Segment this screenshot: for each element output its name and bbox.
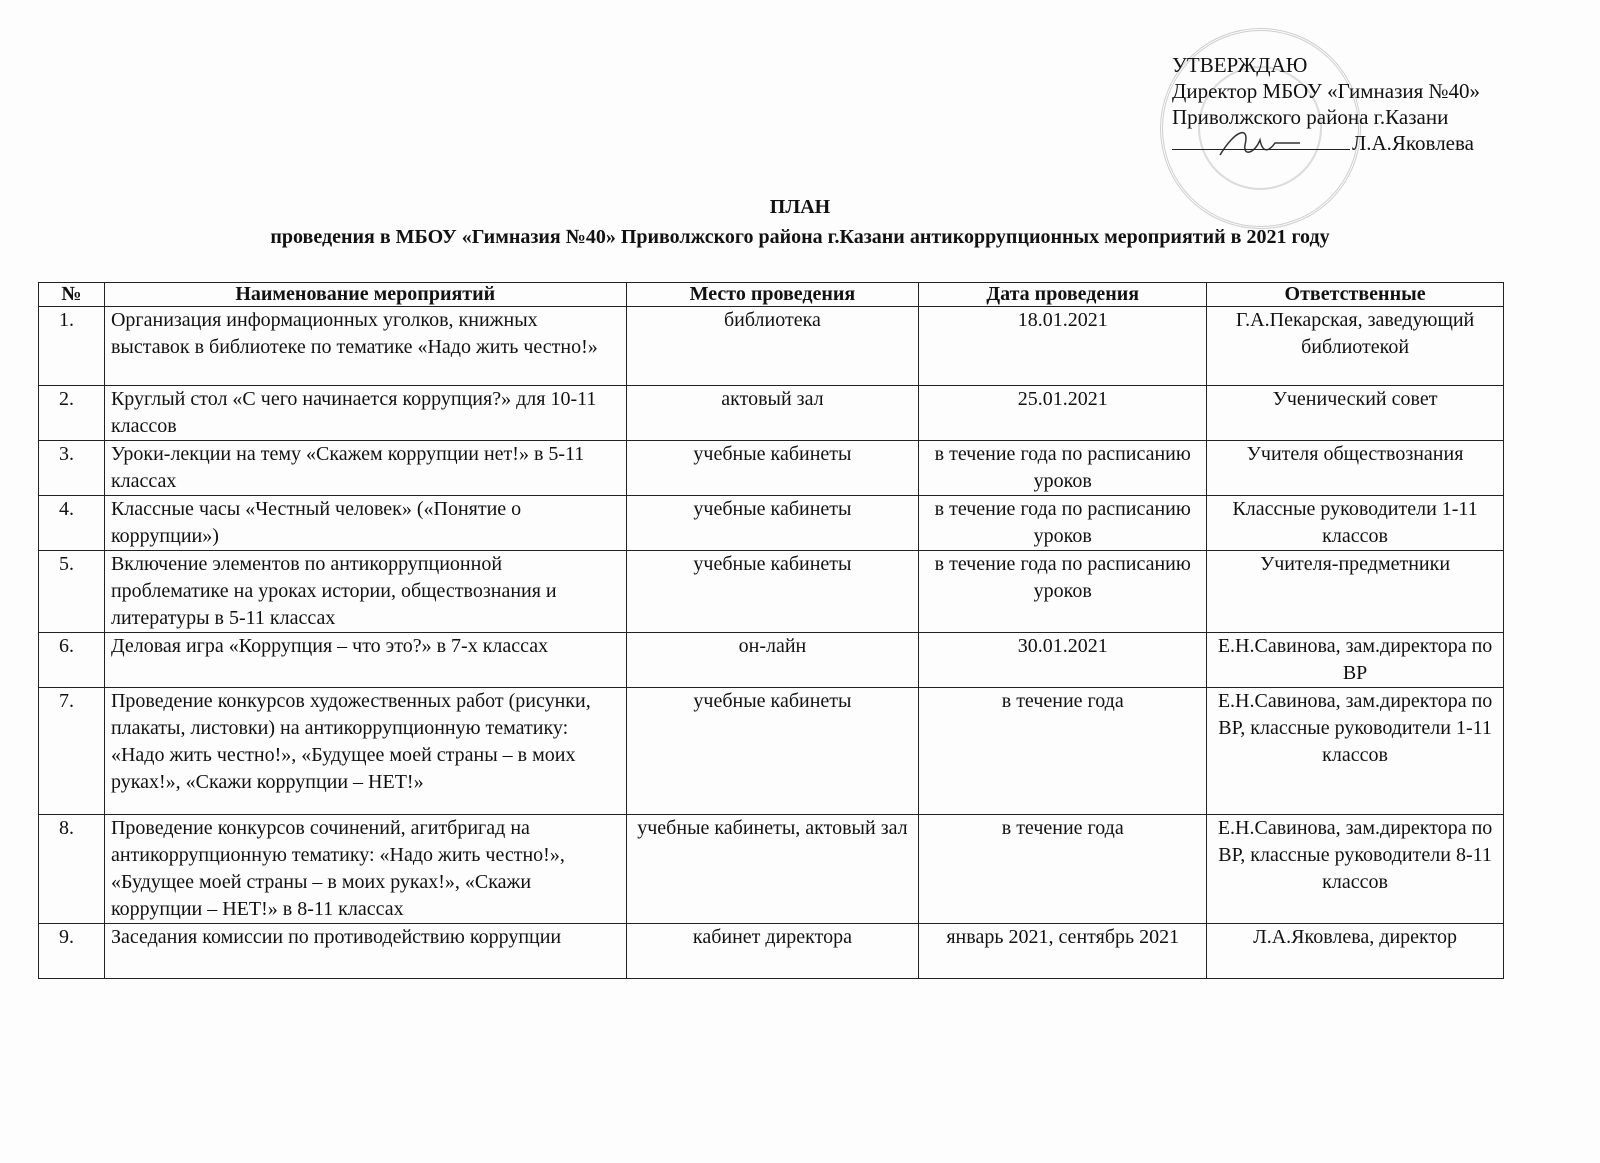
table-row [39, 633, 1504, 688]
cell-num: 6. [39, 633, 105, 688]
cell-name: Классные часы «Честный человек» («Понятие о коррупции») [104, 496, 626, 551]
cell-name: Включение элементов по антикоррупционной проблематике на уроках истории, обществознания и литературы в 5-11 классах [104, 551, 626, 633]
cell-date: в течение года по расписанию уроков [919, 496, 1207, 551]
header-place: Место проведения [626, 283, 919, 307]
cell-place: учебные кабинеты [626, 688, 919, 815]
cell-resp: Учителя-предметники [1207, 551, 1504, 633]
cell-name: Деловая игра «Коррупция – что это?» в 7-х классах [104, 633, 626, 688]
table-row [39, 815, 1504, 924]
header-name: Наименование мероприятий [104, 283, 626, 307]
cell-resp: Е.Н.Савинова, зам.директора по ВР, классные руководители 8-11 классов [1207, 815, 1504, 924]
cell-name: Проведение конкурсов художественных работ (рисунки, плакаты, листовки) на антикоррупционную тематику: «Надо жить честно!», «Будущее моей страны – в моих руках!», «Скажи коррупции – НЕТ!» [104, 688, 626, 815]
cell-name: Уроки-лекции на тему «Скажем коррупции нет!» в 5-11 классах [104, 441, 626, 496]
cell-resp: Л.А.Яковлева, директор [1207, 924, 1504, 979]
cell-resp: Ученический совет [1207, 386, 1504, 441]
cell-place: учебные кабинеты, актовый зал [626, 815, 919, 924]
table-header [39, 283, 1504, 307]
approval-line1: Директор МБОУ «Гимназия №40» [1172, 79, 1481, 103]
events-table [38, 282, 1504, 979]
table-row [39, 688, 1504, 815]
cell-date: январь 2021, сентябрь 2021 [919, 924, 1207, 979]
cell-place: учебные кабинеты [626, 496, 919, 551]
cell-place: он-лайн [626, 633, 919, 688]
cell-num: 8. [39, 815, 105, 924]
cell-resp: Классные руководители 1-11 классов [1207, 496, 1504, 551]
table-row [39, 386, 1504, 441]
table-row [39, 924, 1504, 979]
cell-date: 30.01.2021 [919, 633, 1207, 688]
cell-date: 25.01.2021 [919, 386, 1207, 441]
cell-num: 1. [39, 307, 105, 386]
cell-place: учебные кабинеты [626, 441, 919, 496]
cell-num: 2. [39, 386, 105, 441]
cell-place: библиотека [626, 307, 919, 386]
approval-heading: УТВЕРЖДАЮ [1172, 53, 1308, 77]
cell-place: кабинет директора [626, 924, 919, 979]
table-row [39, 496, 1504, 551]
approval-signer: Л.А.Яковлева [1352, 131, 1474, 155]
cell-name: Организация информационных уголков, книжных выставок в библиотеке по тематике «Надо жить честно!» [104, 307, 626, 386]
cell-num: 7. [39, 688, 105, 815]
cell-name: Заседания комиссии по противодействию коррупции [104, 924, 626, 979]
cell-date: 18.01.2021 [919, 307, 1207, 386]
header-date: Дата проведения [919, 283, 1207, 307]
header-num: № [39, 283, 105, 307]
approval-line2: Приволжского района г.Казани [1172, 105, 1449, 129]
cell-date: в течение года [919, 815, 1207, 924]
cell-resp: Е.Н.Савинова, зам.директора по ВР, классные руководители 1-11 классов [1207, 688, 1504, 815]
table-row [39, 551, 1504, 633]
cell-num: 4. [39, 496, 105, 551]
header-resp: Ответственные [1207, 283, 1504, 307]
cell-num: 9. [39, 924, 105, 979]
table-row [39, 441, 1504, 496]
cell-name: Круглый стол «С чего начинается коррупция?» для 10-11 классов [104, 386, 626, 441]
cell-date: в течение года по расписанию уроков [919, 441, 1207, 496]
cell-place: актовый зал [626, 386, 919, 441]
cell-num: 5. [39, 551, 105, 633]
table-row [39, 307, 1504, 386]
cell-date: в течение года [919, 688, 1207, 815]
page-subtitle: проведения в МБОУ «Гимназия №40» Приволжского района г.Казани антикоррупционных мероприятий в 2021 году [270, 226, 1330, 248]
cell-resp: Учителя обществознания [1207, 441, 1504, 496]
cell-resp: Г.А.Пекарская, заведующий библиотекой [1207, 307, 1504, 386]
cell-place: учебные кабинеты [626, 551, 919, 633]
approval-block [1172, 52, 1480, 156]
cell-num: 3. [39, 441, 105, 496]
cell-date: в течение года по расписанию уроков [919, 551, 1207, 633]
page-title: ПЛАН [769, 196, 831, 218]
cell-resp: Е.Н.Савинова, зам.директора по ВР [1207, 633, 1504, 688]
signature-line [1172, 149, 1350, 150]
cell-name: Проведение конкурсов сочинений, агитбригад на антикоррупционную тематику: «Надо жить честно!», «Будущее моей страны – в моих руках!», «Скажи коррупции – НЕТ!» в 8-11 классах [104, 815, 626, 924]
